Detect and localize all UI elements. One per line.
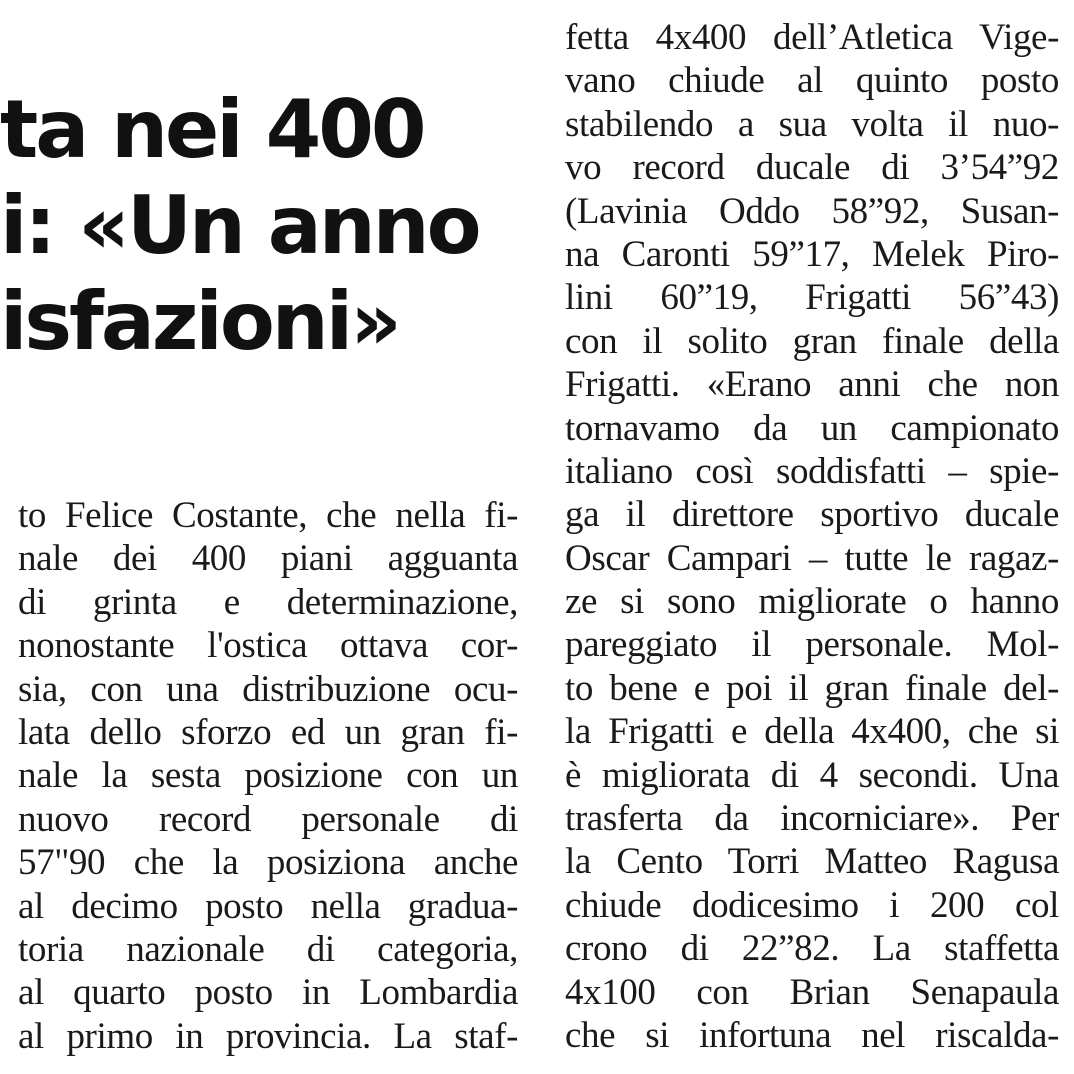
text-line: (Lavinia Oddo 58”92, Susan-: [565, 190, 1059, 232]
left-column: [18, 494, 518, 1058]
text-line: nonostante l'ostica ottava cor-: [18, 625, 518, 667]
text-line: sia, con una distribuzione ocu-: [18, 668, 518, 710]
text-line: to bene e poi il gran finale del-: [565, 667, 1059, 709]
text-line: di grinta e determinazione,: [18, 581, 518, 623]
headline-line: ta nei 400: [0, 83, 424, 176]
text-line: è migliorata di 4 secondi. Una: [565, 754, 1059, 796]
text-line: Frigatti. «Erano anni che non: [565, 364, 1059, 406]
right-column: [565, 16, 1059, 1057]
headline-line: isfazioni»: [0, 275, 399, 368]
text-line: ze si sono migliorate o hanno: [565, 581, 1059, 623]
headline-line: i: «Un anno: [0, 179, 479, 272]
text-line: con il solito gran finale della: [565, 320, 1059, 362]
text-line: to Felice Costante, che nella fi-: [18, 495, 518, 536]
text-line: ga il direttore sportivo ducale: [565, 494, 1059, 536]
text-line: al quarto posto in Lombardia: [18, 972, 518, 1014]
column-gutter: [541, 0, 542, 1074]
headline: [0, 82, 545, 370]
text-line: na Caronti 59”17, Melek Piro-: [565, 233, 1059, 275]
text-line: al decimo posto nella gradua-: [18, 885, 518, 927]
text-line: Oscar Campari – tutte le ragaz-: [565, 537, 1059, 579]
text-line: toria nazionale di categoria,: [18, 928, 518, 970]
text-line: chiude dodicesimo i 200 col: [565, 884, 1059, 926]
text-line: stabilendo a sua volta il nuo-: [565, 103, 1059, 145]
text-line: trasferta da incorniciare». Per: [565, 798, 1059, 840]
text-line: lini 60”19, Frigatti 56”43): [565, 277, 1059, 319]
text-line: vano chiude al quinto posto: [565, 60, 1059, 102]
text-line: la Frigatti e della 4x400, che si: [565, 711, 1059, 753]
text-line: nale dei 400 piani agguanta: [18, 538, 518, 580]
text-line: vo record ducale di 3’54”92: [565, 147, 1059, 189]
text-line: 57"90 che la posiziona anche: [18, 842, 518, 884]
text-line: fetta 4x400 dell’Atletica Vige-: [565, 17, 1059, 58]
text-line: lata dello sforzo ed un gran fi-: [18, 711, 518, 753]
text-line: pareggiato il personale. Mol-: [565, 624, 1059, 666]
text-line: nale la sesta posizione con un: [18, 755, 518, 797]
text-line: la Cento Torri Matteo Ragusa: [565, 841, 1059, 883]
text-line: che si infortuna nel riscalda-: [565, 1014, 1059, 1056]
text-line: italiano così soddisfatti – spie-: [565, 450, 1059, 492]
text-line: crono di 22”82. La staffetta: [565, 928, 1059, 970]
text-line: al primo in provincia. La staf-: [18, 1015, 518, 1057]
text-line: tornavamo da un campionato: [565, 407, 1059, 449]
text-line: 4x100 con Brian Senapaula: [565, 971, 1059, 1013]
text-line: nuovo record personale di: [18, 798, 518, 840]
